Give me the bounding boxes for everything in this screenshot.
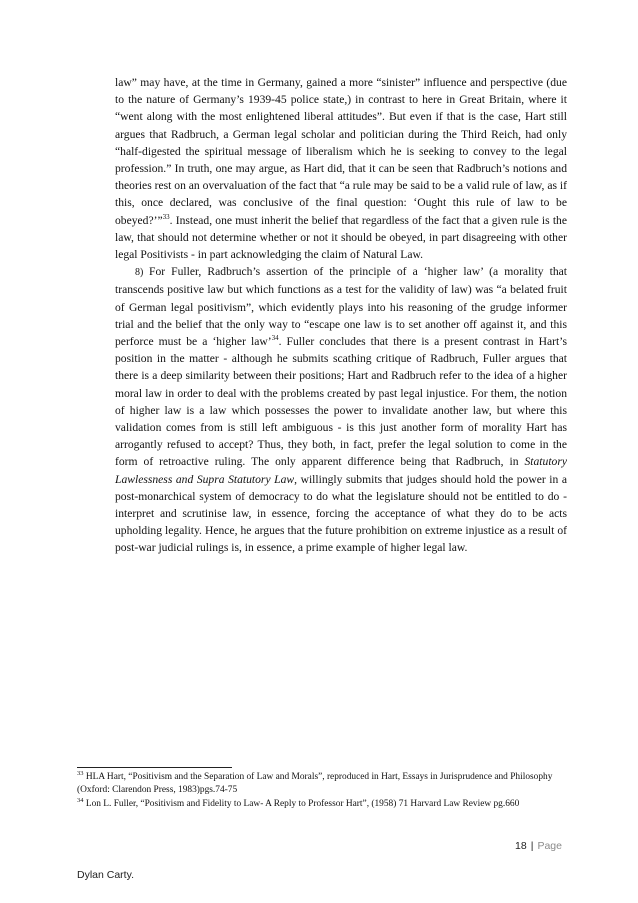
footnote-ref-34[interactable]: 34 <box>271 334 279 343</box>
cited-title: Statutory Lawlessness and Supra Statutory Law <box>115 455 567 486</box>
page-number-separator: | <box>530 840 534 852</box>
footnote-number: 33 <box>77 769 84 777</box>
page-number <box>515 840 562 852</box>
paragraph-continued <box>115 74 567 263</box>
page-label: Page <box>537 840 562 852</box>
page-number-value: 18 <box>515 840 527 852</box>
footnote-34 <box>77 798 567 811</box>
body-text <box>115 74 567 557</box>
footnote-number: 34 <box>77 796 84 804</box>
paragraph-text: , willingly submits that judges should hold the power in a post-monarchical system of democracy to do what the legislature should not be entitled to do - interpret and scrutinise law, in essence, forcing the acceptance of what they do to be acts upholding legality. Hence, he argues that the future prohibition on extreme injustice as a result of post-war judicial rulings is, in essence, a prime example of higher legal law. <box>115 472 567 555</box>
footnote-33 <box>77 771 567 798</box>
paragraph-8 <box>115 263 567 556</box>
paragraph-text: law” may have, at the time in Germany, gained a more “sinister” influence and perspective (due to the nature of Germany’s 1939-45 police state,) in contrast to here in Great Britain, where it “went along with the most enlightened liberal attitudes”. But even if that is the case, Hart still argues that Radbruch, a German legal scholar and politician during the Third Reich, had only “half-digested the spiritual message of liberalism which he is seeking to convey to the legal profession.” In truth, one may argue, as Hart did, that it can be seen that Radbruch’s notions and theories rest on an overvaluation of the fact that “a rule may be said to be a valid rule of law, as if this, once declared, was conclusive of the final question: ‘Ought this rule of law to be obeyed?’” <box>115 76 567 227</box>
paragraph-text: For Fuller, Radbruch’s assertion of the principle of a ‘higher law’ (a morality that transcends positive law but which functions as a test for the validity of law) was “a belated fruit of German legal positivism”, which evidently plays into his reasoning of the grudge informer trial and the belief that the only way to “escape one law is to set another off against it, and this perforce must be a ‘higher law’ <box>115 265 567 349</box>
paragraph-text: . Fuller concludes that there is a present contrast in Hart’s position in the matter - although he submits scathing critique of Radbruch, Fuller argues that there is a deep similarity between their positions; Hart and Radbruch refer to the idea of a higher moral law in order to deal with the problems created by past legal injustice. For them, the notion of higher law is a law which possesses the power to invalidate another law, but where this validation comes from is still left ambiguous - is this just another form of morality Hart has arrogantly refused to accept? Thus, they both, in fact, prefer the legal solution to come in the form of retroactive ruling. The only apparent difference being that Radbruch, in <box>115 335 567 469</box>
footnotes <box>77 771 567 811</box>
footnote-separator <box>77 767 232 768</box>
paragraph-text: . Instead, one must inherit the belief that regardless of the fact that a given rule is the law, that should not determine whether or not it should be obeyed, in part disagreeing with other legal Positivists - in part acknowledging the claim of Natural Law. <box>115 213 567 262</box>
footnote-ref-33[interactable]: 33 <box>162 212 170 221</box>
paragraph-number: 8) <box>135 267 144 279</box>
author-footer: Dylan Carty. <box>77 869 134 881</box>
footnote-text: HLA Hart, “Positivism and the Separation of Law and Morals”, reproduced in Hart, Essays in Jurisprudence and Philosophy (Oxford: Clarendon Press, 1983)pgs.74-75 <box>77 772 553 796</box>
footnote-text: Lon L. Fuller, “Positivism and Fidelity to Law- A Reply to Professor Hart”, (1958) 71 Harvard Law Review pg.660 <box>83 798 520 809</box>
